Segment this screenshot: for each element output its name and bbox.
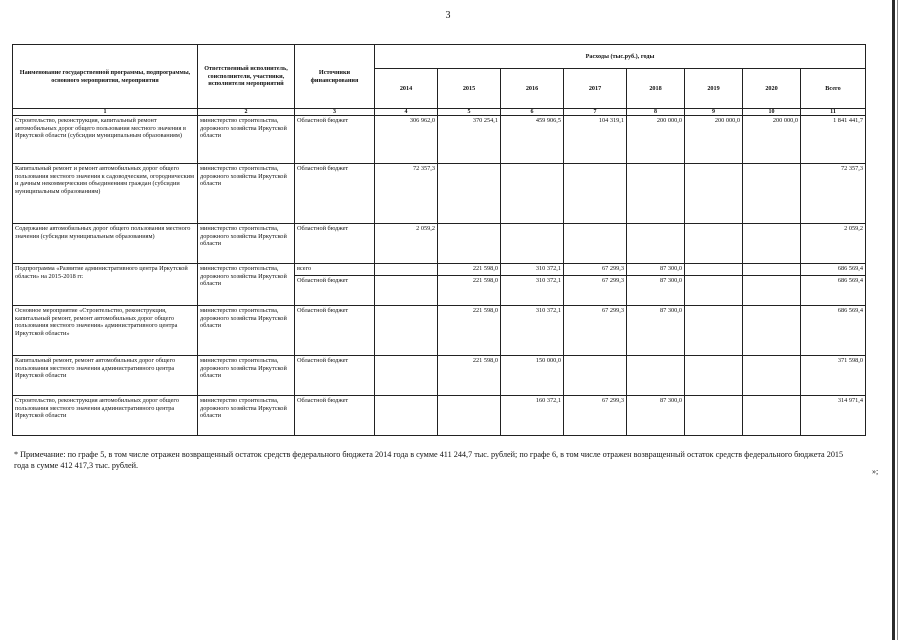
row-value <box>685 356 743 396</box>
table-row <box>13 396 866 436</box>
table-row <box>13 306 866 356</box>
row-value <box>501 224 564 264</box>
row-source: всего <box>295 264 375 276</box>
row-value <box>743 306 801 356</box>
column-index: 1 <box>13 109 198 116</box>
row-name: Основное мероприятие «Строительство, реконструкция, капитальный ремонт, ремонт автомобильных дорог общего пользования местного значения» административного центра Иркутской области» <box>13 306 198 356</box>
row-executor: министерство строительства, дорожного хозяйства Иркутской области <box>198 224 295 264</box>
row-value: 370 254,1 <box>438 116 501 164</box>
row-value <box>685 224 743 264</box>
row-value: 104 319,1 <box>564 116 627 164</box>
row-value: 87 300,0 <box>627 306 685 356</box>
row-source: Областной бюджет <box>295 116 375 164</box>
row-value <box>375 356 438 396</box>
row-value <box>564 356 627 396</box>
row-value <box>685 276 743 306</box>
row-value: 221 598,0 <box>438 306 501 356</box>
row-value <box>438 224 501 264</box>
end-mark: »; <box>872 467 879 476</box>
column-index: 3 <box>295 109 375 116</box>
row-name: Строительство, реконструкция автомобильных дорог общего пользования местного значения административного центра Иркутской области <box>13 396 198 436</box>
row-value: 160 372,1 <box>501 396 564 436</box>
row-value: 221 598,0 <box>438 264 501 276</box>
row-source: Областной бюджет <box>295 356 375 396</box>
row-name: Капитальный ремонт, ремонт автомобильных дорог общего пользования местного значения административного центра Иркутской области <box>13 356 198 396</box>
row-source: Областной бюджет <box>295 306 375 356</box>
column-index: 5 <box>438 109 501 116</box>
table-row <box>13 224 866 264</box>
row-source: Областной бюджет <box>295 276 375 306</box>
column-index: 11 <box>801 109 866 116</box>
row-executor: министерство строительства, дорожного хозяйства Иркутской области <box>198 264 295 306</box>
row-value: 72 357,3 <box>375 164 438 224</box>
row-name: Подпрограмма «Развитие административного центра Иркутской области» на 2015-2018 гг. <box>13 264 198 306</box>
row-total: 1 841 441,7 <box>801 116 866 164</box>
row-value: 67 299,3 <box>564 396 627 436</box>
row-value: 2 059,2 <box>375 224 438 264</box>
row-value: 310 372,1 <box>501 306 564 356</box>
row-value: 87 300,0 <box>627 396 685 436</box>
row-value <box>627 224 685 264</box>
row-value <box>438 396 501 436</box>
row-value: 67 299,3 <box>564 264 627 276</box>
header-year: 2019 <box>685 69 743 109</box>
row-value: 67 299,3 <box>564 276 627 306</box>
row-source: Областной бюджет <box>295 164 375 224</box>
header-name: Наименование государственной программы, подпрограммы, основного мероприятия, мероприятия <box>13 45 198 109</box>
row-total: 686 569,4 <box>801 276 866 306</box>
row-name: Капитальный ремонт и ремонт автомобильных дорог общего пользования местного значения к садоводческим, огородническим и дачным некоммерческим объединениям граждан (субсидии муниципальным образованиям) <box>13 164 198 224</box>
row-value <box>501 164 564 224</box>
row-executor: министерство строительства, дорожного хозяйства Иркутской области <box>198 116 295 164</box>
header-executor: Ответственный исполнитель, соисполнители, участники, исполнители мероприятий <box>198 45 295 109</box>
header-year: 2020 <box>743 69 801 109</box>
expenses-table <box>12 44 866 436</box>
row-value <box>743 264 801 276</box>
row-value <box>375 396 438 436</box>
row-value <box>685 264 743 276</box>
row-value: 87 300,0 <box>627 264 685 276</box>
row-total: 371 598,0 <box>801 356 866 396</box>
row-value: 200 000,0 <box>743 116 801 164</box>
row-value <box>627 356 685 396</box>
column-index: 9 <box>685 109 743 116</box>
column-index: 6 <box>501 109 564 116</box>
row-value: 310 372,1 <box>501 264 564 276</box>
row-value: 67 299,3 <box>564 306 627 356</box>
row-value <box>743 396 801 436</box>
row-executor: министерство строительства, дорожного хозяйства Иркутской области <box>198 396 295 436</box>
row-value <box>685 396 743 436</box>
scan-edge-shadow <box>892 0 895 640</box>
column-index: 10 <box>743 109 801 116</box>
row-value <box>743 164 801 224</box>
row-total: 72 357,3 <box>801 164 866 224</box>
row-value <box>743 356 801 396</box>
table-row <box>13 356 866 396</box>
column-index-row <box>13 109 866 116</box>
column-index: 8 <box>627 109 685 116</box>
header-year: 2017 <box>564 69 627 109</box>
row-executor: министерство строительства, дорожного хозяйства Иркутской области <box>198 356 295 396</box>
row-value <box>743 224 801 264</box>
table-row <box>13 116 866 164</box>
scan-edge-line <box>897 0 898 640</box>
header-total: Всего <box>801 69 866 109</box>
row-name: Строительство, реконструкция, капитальный ремонт автомобильных дорог общего пользования местного значения в Иркутской области (субсидии муниципальным образованиям) <box>13 116 198 164</box>
row-value <box>685 164 743 224</box>
table-row <box>13 264 866 276</box>
column-index: 2 <box>198 109 295 116</box>
page-number: 3 <box>445 10 451 21</box>
row-value: 200 000,0 <box>685 116 743 164</box>
table-row <box>13 164 866 224</box>
row-value: 306 962,0 <box>375 116 438 164</box>
row-executor: министерство строительства, дорожного хозяйства Иркутской области <box>198 306 295 356</box>
row-value <box>743 276 801 306</box>
header-year: 2015 <box>438 69 501 109</box>
header-source: Источники финансирования <box>295 45 375 109</box>
row-value <box>564 224 627 264</box>
row-value: 200 000,0 <box>627 116 685 164</box>
row-executor: министерство строительства, дорожного хозяйства Иркутской области <box>198 164 295 224</box>
footnote: * Примечание: по графе 5, в том числе отражен возвращенный остаток средств федерального бюджета 2014 года в сумме 411 244,7 тыс. рублей; по графе 6, в том числе отражен возвращенный остаток средств федерального бюджета 2015 года в сумме 412 417,3 тыс. рублей. <box>14 450 844 470</box>
header-year: 2018 <box>627 69 685 109</box>
row-value: 459 906,5 <box>501 116 564 164</box>
row-total: 686 569,4 <box>801 264 866 276</box>
row-value <box>627 164 685 224</box>
row-value: 221 598,0 <box>438 356 501 396</box>
header-year: 2014 <box>375 69 438 109</box>
row-value: 87 300,0 <box>627 276 685 306</box>
row-value: 221 598,0 <box>438 276 501 306</box>
row-total: 686 569,4 <box>801 306 866 356</box>
column-index: 7 <box>564 109 627 116</box>
column-index: 4 <box>375 109 438 116</box>
row-value: 310 372,1 <box>501 276 564 306</box>
row-total: 2 059,2 <box>801 224 866 264</box>
row-value <box>375 306 438 356</box>
row-total: 314 971,4 <box>801 396 866 436</box>
row-name: Содержание автомобильных дорог общего пользования местного значения (субсидии муниципальным образованиям) <box>13 224 198 264</box>
header-expenses-group: Расходы (тыс.руб.), годы <box>375 45 866 69</box>
row-value <box>564 164 627 224</box>
header-year: 2016 <box>501 69 564 109</box>
row-value: 150 000,0 <box>501 356 564 396</box>
row-value <box>438 164 501 224</box>
row-value <box>375 276 438 306</box>
row-value <box>375 264 438 276</box>
row-value <box>685 306 743 356</box>
row-source: Областной бюджет <box>295 224 375 264</box>
row-source: Областной бюджет <box>295 396 375 436</box>
